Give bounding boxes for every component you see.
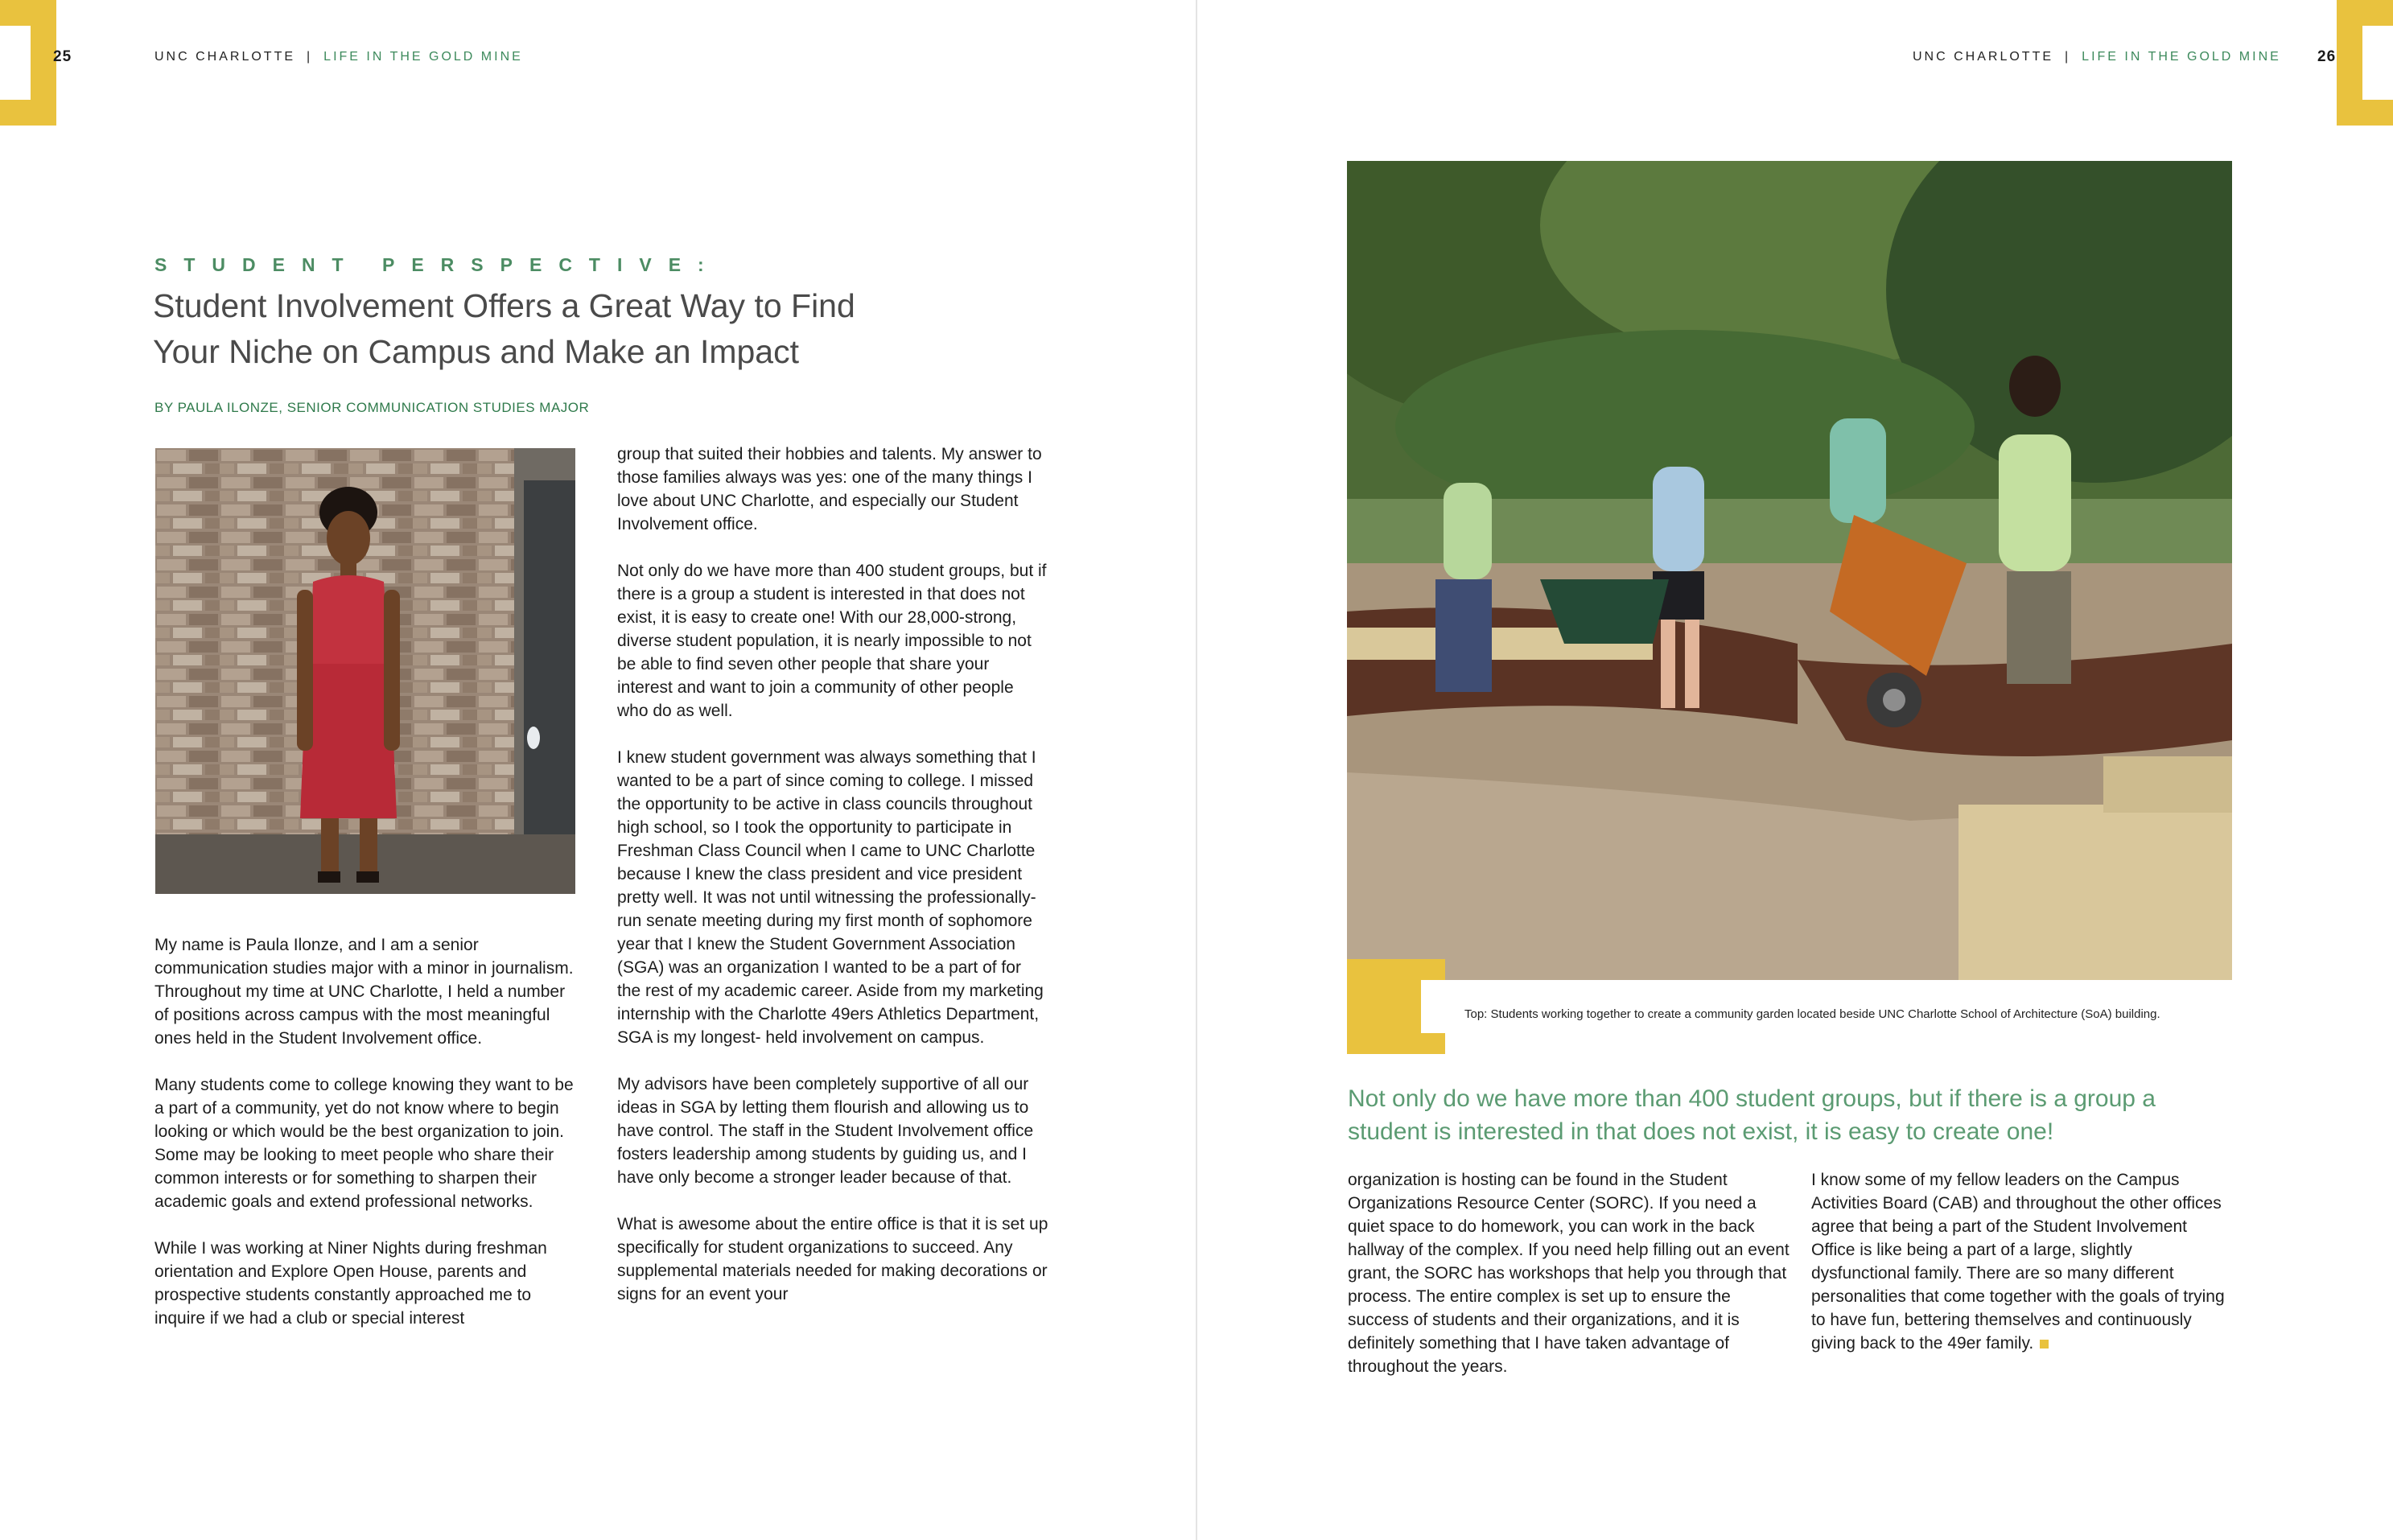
caption-bracket	[1347, 959, 1445, 1054]
article-column-1	[154, 933, 581, 1330]
portrait-illustration	[155, 448, 575, 894]
article-kicker: STUDENT PERSPECTIVE:	[154, 254, 721, 275]
running-header-right	[1913, 50, 2281, 64]
paragraph: Many students come to college knowing they want to be a part of a community, yet do not know where to begin looking or which would be the best organization to join. Some may be looking to meet people who share their common interests or for something to sharpen their academic goals and extend professional networks.	[154, 1076, 574, 1211]
left-page-number: 25	[53, 48, 72, 65]
paragraph: My name is Paula Ilonze, and I am a senior communication studies major with a minor in journalism. Throughout my time at UNC Charlotte, I held a number of positions across campus with the most meaningful ones held in the Student Involvement office.	[154, 936, 574, 1048]
header-separator: |	[307, 50, 313, 64]
end-mark-icon	[2040, 1340, 2049, 1349]
paragraph: group that suited their hobbies and talents. My answer to those families always was yes: one of the many things I love about UNC Charlotte, and especially our Student Involvement office.	[617, 445, 1042, 533]
right-page-bracket	[2337, 0, 2393, 126]
paragraph	[1811, 1168, 2230, 1355]
paragraph: organization is hosting can be found in the Student Organizations Resource Center (SORC). If you need a quiet space to do homework, you can work in the back hallway of the complex. If you need help filling out an event grant, the SORC has workshops that help you through that process. The entire complex is set up to ensure the success of students and their organizations, and it is definitely something that I have taken advantage of throughout the years.	[1348, 1171, 1790, 1376]
paragraph-text: I know some of my fellow leaders on the Campus Activities Board (CAB) and throughout the other offices agree that being a part of the Student Involvement Office is like being a part of a large, slightly dysfunctional family. There are so many different personalities that come together with the goals of trying to have fun, bettering themselves and continuously giving back to the 49er family.	[1811, 1171, 2225, 1353]
left-page-bracket	[0, 0, 56, 126]
header-section: LIFE IN THE GOLD MINE	[2082, 50, 2281, 64]
right-page-number: 26	[2317, 48, 2337, 65]
paragraph: Not only do we have more than 400 student groups, but if there is a group a student is interested in that does not exist, it is easy to create one! With our 28,000-strong, diverse student population, it is nearly impossible to not be able to find seven other people that share your interest and want to join a community of other people who do as well.	[617, 562, 1047, 720]
photo-caption: Top: Students working together to create a community garden located beside UNC Charlotte School of Architecture (SoA) building.	[1464, 1007, 2160, 1021]
paragraph: I knew student government was always something that I wanted to be a part of since coming to college. I missed the opportunity to be active in class councils throughout high school, so I took the opportunity to participate in Freshman Class Council when I came to UNC Charlotte because I knew the class president and vice president pretty well. It was not until witnessing the professionally-run senate meeting during my first month of sophomore year that I knew the Student Government Association (SGA) was an organization I wanted to be a part of for the rest of my academic career. Aside from my marketing internship with the Charlotte 49ers Athletics Department, SGA is my longest- held involvement on campus.	[617, 748, 1044, 1047]
article-column-2	[617, 443, 1048, 1306]
article-column-4	[1811, 1168, 2230, 1355]
header-section: LIFE IN THE GOLD MINE	[323, 50, 523, 64]
header-school: UNC CHARLOTTE	[154, 50, 296, 64]
article-title: Student Involvement Offers a Great Way to Find Your Niche on Campus and Make an Impact	[153, 287, 855, 370]
header-separator: |	[2065, 50, 2071, 64]
paragraph: What is awesome about the entire office is that it is set up specifically for student organizations to succeed. Any supplemental materials needed for making decorations or signs for an event your	[617, 1215, 1048, 1303]
garden-photo	[1347, 161, 2232, 980]
article-column-3	[1348, 1168, 1794, 1378]
header-school: UNC CHARLOTTE	[1913, 50, 2054, 64]
garden-illustration	[1347, 161, 2232, 980]
paragraph: My advisors have been completely supportive of all our ideas in SGA by letting them flourish and allowing us to have control. The staff in the Student Involvement office fosters leadership among students by guiding us, and I have only become a stronger leader because of that.	[617, 1075, 1034, 1187]
paragraph: While I was working at Niner Nights during freshman orientation and Explore Open House, parents and prospective students constantly approached me to inquire if we had a club or special interest	[154, 1239, 547, 1328]
page-spine	[1196, 0, 1197, 1540]
article-byline: BY PAULA ILONZE, SENIOR COMMUNICATION STUDIES MAJOR	[154, 400, 590, 415]
running-header-left	[154, 50, 523, 64]
portrait-photo	[155, 448, 575, 894]
pull-quote: Not only do we have more than 400 student groups, but if there is a group a student is interested in that does not exist, it is easy to create one!	[1348, 1085, 2156, 1145]
